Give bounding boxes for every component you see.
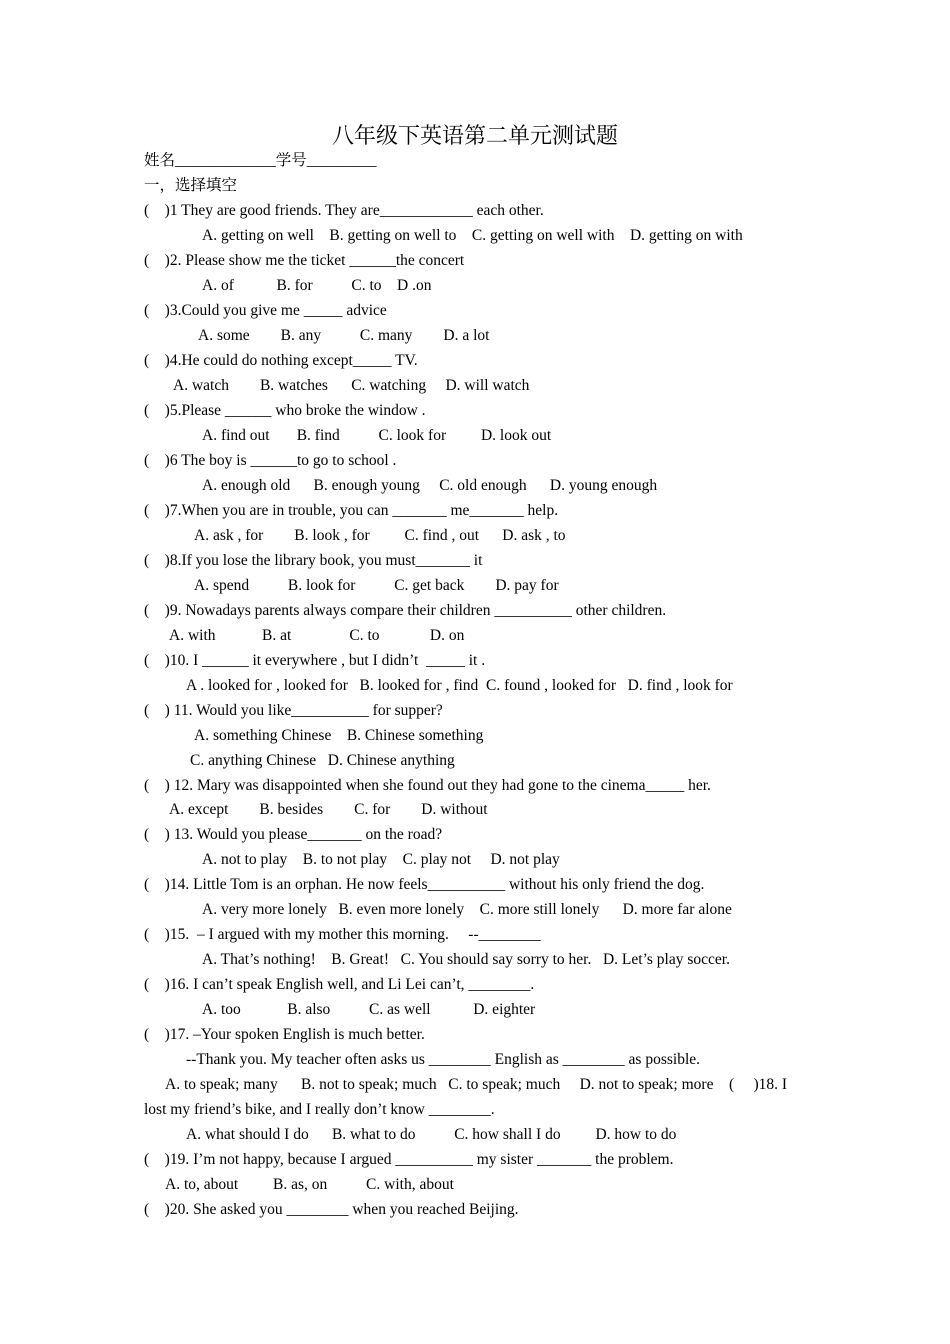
question-17: ( )17. –Your spoken English is much better.: [144, 1026, 425, 1043]
question-5: ( )5.Please ______ who broke the window .: [144, 402, 426, 419]
question-19: ( )19. I’m not happy, because I argued __________ my sister _______ the problem.: [144, 1151, 674, 1168]
options-8: A. spend B. look for C. get back D. pay for: [194, 577, 559, 594]
question-6: ( )6 The boy is ______to go to school .: [144, 452, 397, 469]
options-10: A . looked for , looked for B. looked for , find C. found , looked for D. find , look for: [186, 677, 733, 694]
question-20: ( )20. She asked you ________ when you reached Beijing.: [144, 1201, 519, 1218]
question-10: ( )10. I ______ it everywhere , but I didn’t _____ it .: [144, 652, 486, 669]
options-4: A. watch B. watches C. watching D. will watch: [173, 377, 530, 394]
options-13: A. not to play B. to not play C. play not D. not play: [202, 851, 560, 868]
options-3: A. some B. any C. many D. a lot: [198, 327, 490, 344]
question-14: ( )14. Little Tom is an orphan. He now feels__________ without his only friend the dog.: [144, 876, 705, 893]
question-16: ( )16. I can’t speak English well, and Li Lei can’t, ________.: [144, 976, 535, 993]
question-18-continued: lost my friend’s bike, and I really don’t know ________.: [144, 1101, 495, 1118]
options-15: A. That’s nothing! B. Great! C. You should say sorry to her. D. Let’s play soccer.: [202, 951, 730, 968]
section-heading: 一，选择填空: [144, 177, 238, 194]
question-15: ( )15. – I argued with my mother this morning. --________: [144, 926, 541, 943]
options-1: A. getting on well B. getting on well to C. getting on well with D. getting on with: [202, 227, 743, 244]
options-17-and-question-18: A. to speak; many B. not to speak; much C. to speak; much D. not to speak; more ( )18. I: [165, 1076, 788, 1093]
question-1: ( )1 They are good friends. They are____________ each other.: [144, 202, 544, 219]
options-9: A. with B. at C. to D. on: [169, 627, 465, 644]
question-7: ( )7.When you are in trouble, you can _______ me_______ help.: [144, 502, 559, 519]
options-5: A. find out B. find C. look for D. look out: [202, 427, 552, 444]
options-12: A. except B. besides C. for D. without: [169, 801, 488, 818]
options-14: A. very more lonely B. even more lonely C. more still lonely D. more far alone: [202, 901, 732, 918]
question-8: ( )8.If you lose the library book, you must_______ it: [144, 552, 483, 569]
name-number-line: 姓名_____________学号_________: [144, 152, 377, 169]
page-title: 八年级下英语第二单元测试题: [331, 123, 618, 148]
question-9: ( )9. Nowadays parents always compare their children __________ other children.: [144, 602, 667, 619]
options-6: A. enough old B. enough young C. old enough D. young enough: [202, 477, 658, 494]
question-17-reply: --Thank you. My teacher often asks us ________ English as ________ as possible.: [186, 1051, 701, 1068]
options-2: A. of B. for C. to D .on: [202, 277, 432, 294]
question-3: ( )3.Could you give me _____ advice: [144, 302, 387, 319]
options-16: A. too B. also C. as well D. eighter: [202, 1001, 536, 1018]
options-11-row-1: A. something Chinese B. Chinese something: [194, 727, 484, 744]
question-13: ( ) 13. Would you please_______ on the road?: [144, 826, 443, 843]
options-11-row-2: C. anything Chinese D. Chinese anything: [190, 752, 455, 769]
options-19: A. to, about B. as, on C. with, about: [165, 1176, 454, 1193]
question-12: ( ) 12. Mary was disappointed when she found out they had gone to the cinema_____ her.: [144, 777, 711, 794]
question-2: ( )2. Please show me the ticket ______the concert: [144, 252, 465, 269]
options-18: A. what should I do B. what to do C. how shall I do D. how to do: [186, 1126, 677, 1143]
options-7: A. ask , for B. look , for C. find , out D. ask , to: [194, 527, 566, 544]
question-11: ( ) 11. Would you like__________ for supper?: [144, 702, 443, 719]
question-4: ( )4.He could do nothing except_____ TV.: [144, 352, 418, 369]
